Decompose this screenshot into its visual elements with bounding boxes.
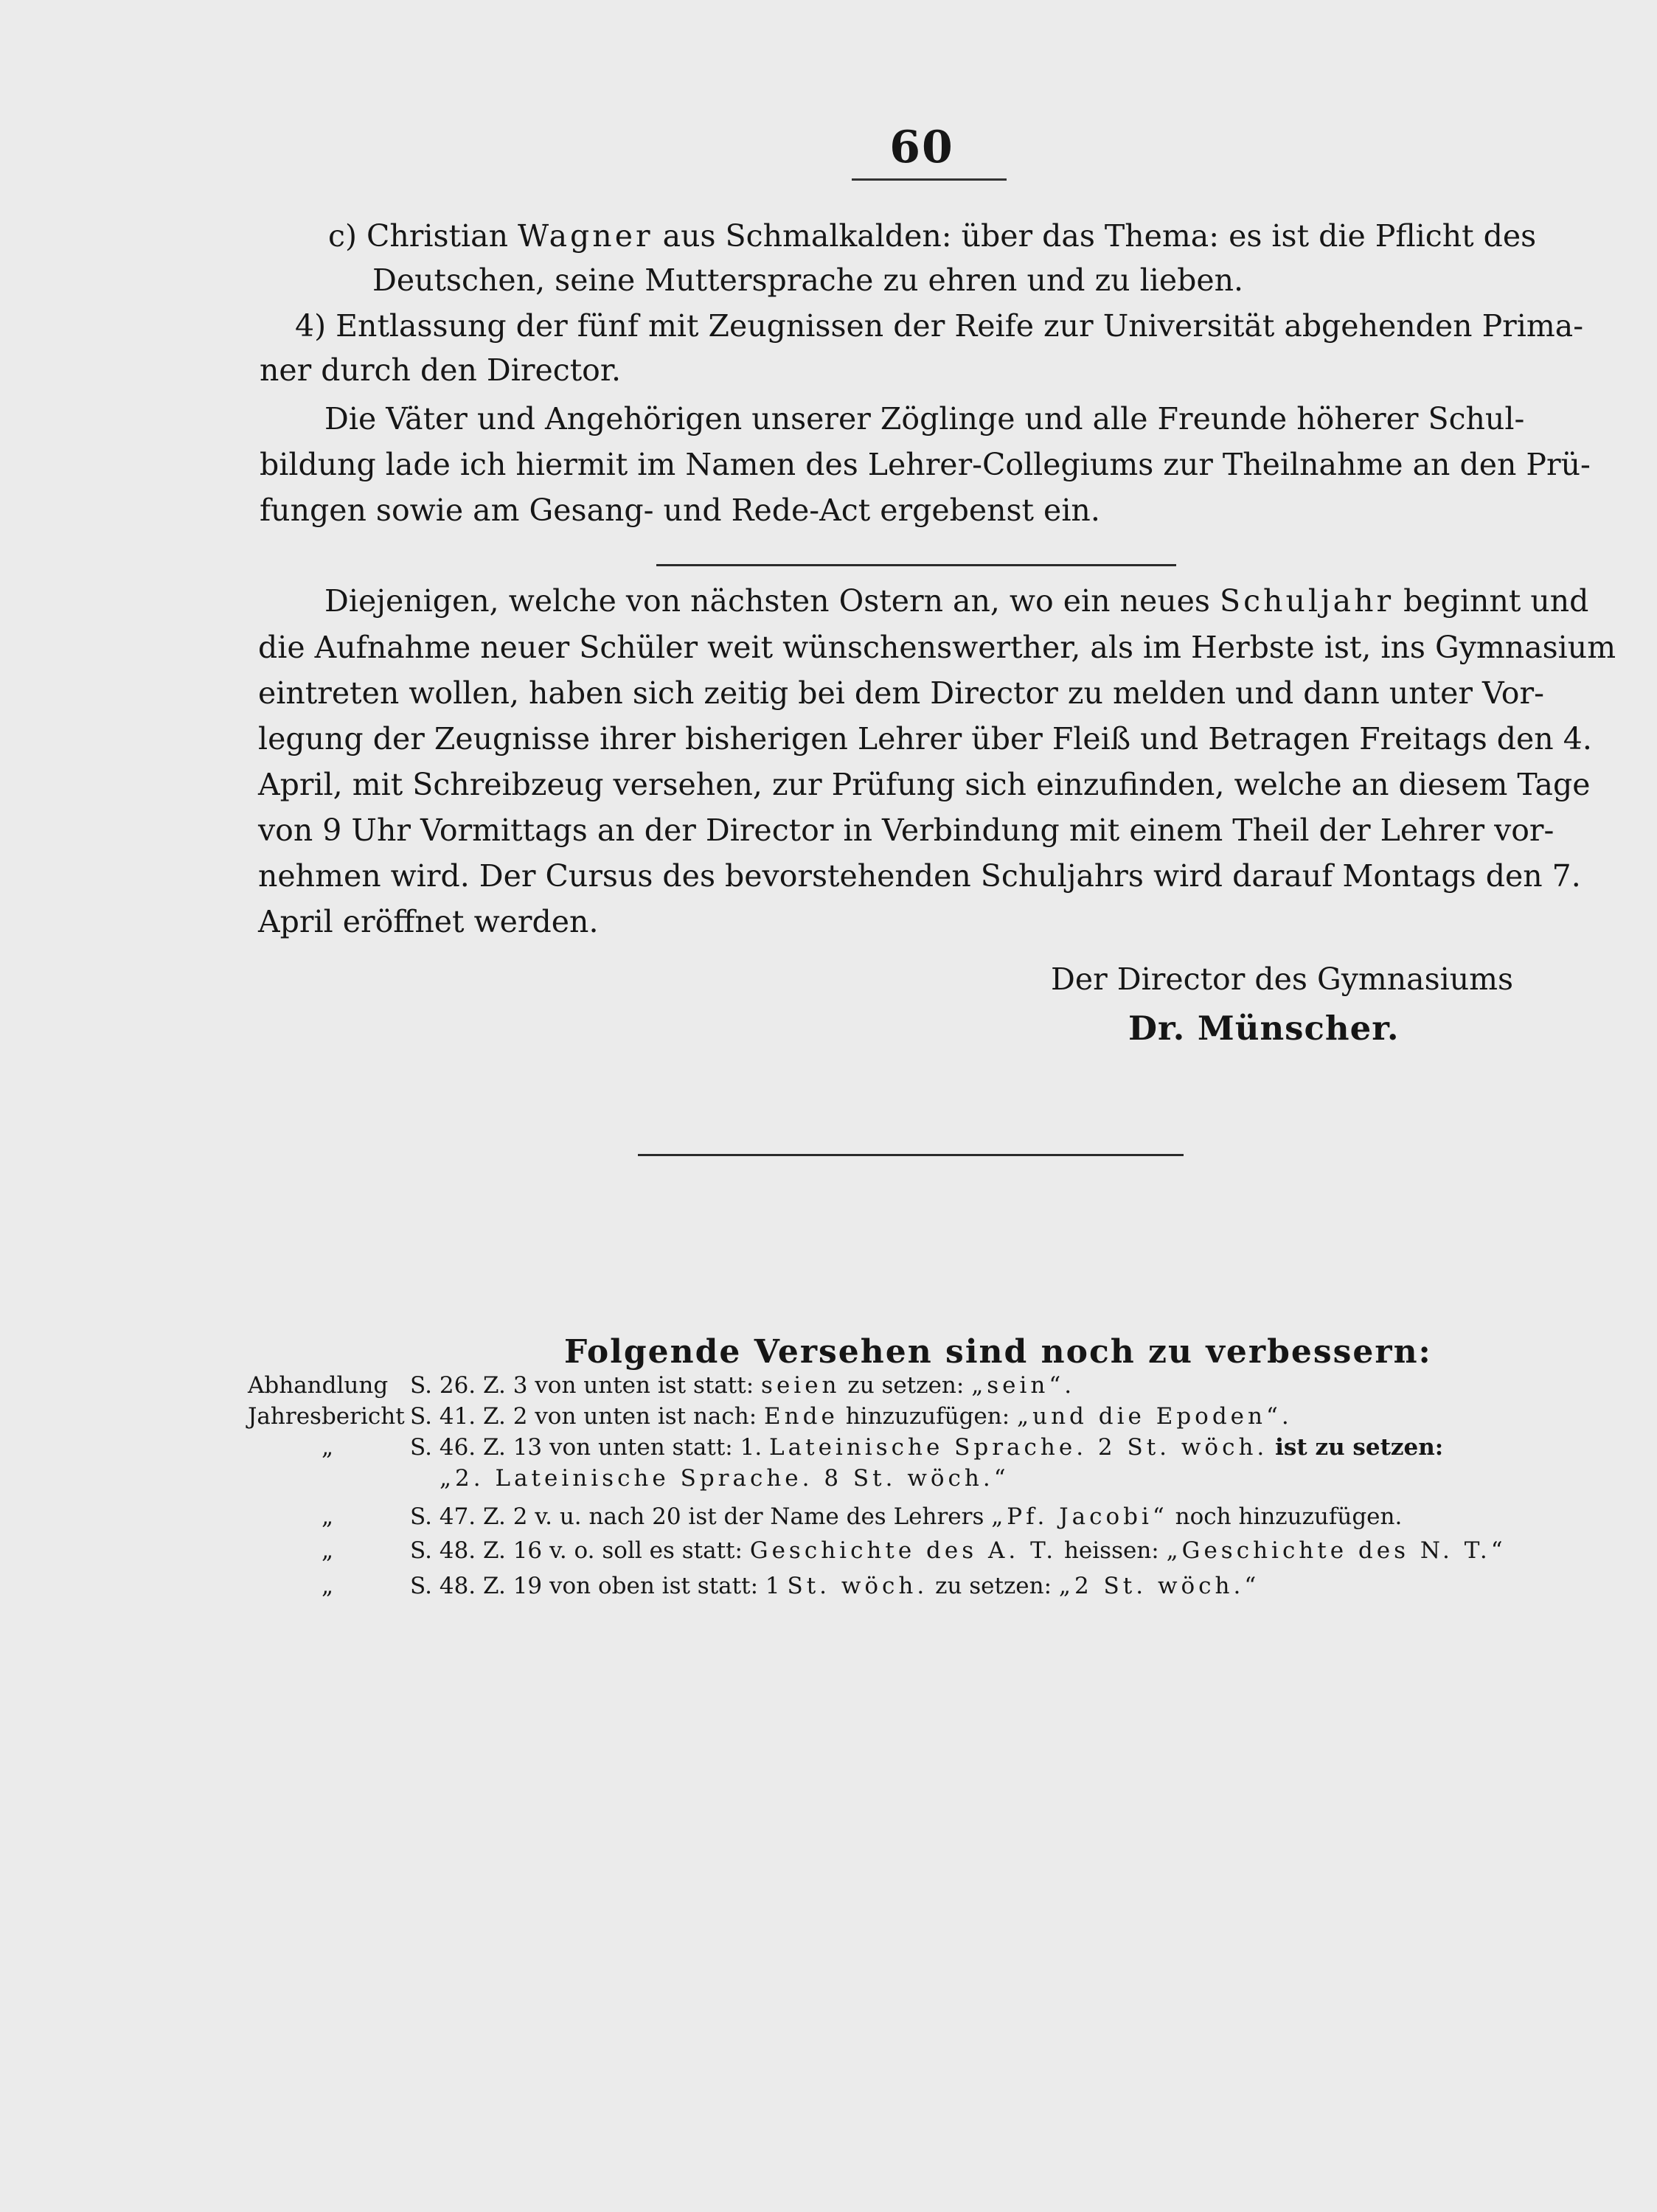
errata-correct-text: „und die Epoden“. [1017,1403,1293,1430]
admission-line-2: die Aufnahme neuer Schüler weit wünschenswerther, als im Herbste ist, ins Gymnasium [258,630,1616,665]
errata-correct-text: „Geschichte des N. T.“ [1166,1537,1507,1564]
errata-wrong-text: Geschichte des A. T. [749,1537,1057,1564]
errata-instruction: noch hinzuzufügen. [1175,1503,1403,1530]
invitation-line-3: fungen sowie am Gesang- und Rede-Act ergebenst ein. [260,493,1100,528]
ditto-mark: „ [322,1537,334,1564]
signature-title: Der Director des Gymnasiums [1051,961,1514,997]
item-4-line-1: 4) Entlassung der fünf mit Zeugnissen der Reife zur Universität abgehenden Prima- [295,308,1584,344]
admission-spaced-word: Schuljahr [1219,583,1394,619]
page-number: 60 [889,122,954,173]
errata-label: Jahresbericht [248,1403,405,1430]
errata-wrong-text: seien [761,1372,841,1399]
item-c-surname: Wagner [518,218,653,254]
section-divider-1 [656,564,1176,566]
errata-correct-text: „2 St. wöch.“ [1058,1573,1260,1599]
errata-instruction: hinzuzufügen: [845,1403,1010,1430]
item-c-label: c) [328,218,357,254]
item-c-name: Christian [367,218,508,254]
errata-reference: S. 47. Z. 2 v. u. nach 20 ist der Name des Lehrers [410,1503,984,1530]
admission-line-1-pre: Diejenigen, welche von nächsten Ostern an, wo ein neues [324,583,1210,619]
errata-reference: S. 48. Z. 19 von oben ist statt: 1 [410,1573,780,1599]
errata-label: Abhandlung [248,1372,389,1399]
errata-correct-text: „Pf. Jacobi“ [991,1503,1168,1530]
admission-line-3: eintreten wollen, haben sich zeitig bei dem Director zu melden und dann unter Vor- [258,675,1544,711]
admission-line-6: von 9 Uhr Vormittags an der Director in Verbindung mit einem Theil der Lehrer vor- [258,813,1554,848]
admission-line-8: April eröffnet werden. [258,904,599,939]
page-number-rule [852,178,1007,181]
admission-line-5: April, mit Schreibzeug versehen, zur Prüfung sich einzufinden, welche an diesem Tage [258,767,1591,802]
admission-line-4: legung der Zeugnisse ihrer bisherigen Lehrer über Fleiß und Betragen Freitags den 4. [258,721,1592,757]
item-c-text: aus Schmalkalden: über das Thema: es ist die Pflicht des [662,218,1537,254]
errata-reference: S. 26. Z. 3 von unten ist statt: [410,1372,754,1399]
invitation-line-1: Die Väter und Angehörigen unserer Zöglinge und alle Freunde höherer Schul- [324,401,1525,437]
invitation-line-2: bildung lade ich hiermit im Namen des Lehrer-Collegiums zur Theilnahme an den Prü- [260,447,1591,482]
item-4-line-2: ner durch den Director. [260,352,621,388]
section-divider-2 [638,1154,1184,1156]
errata-correct-text: „sein“. [971,1372,1076,1399]
item-c-line-1 [328,218,1537,254]
admission-line-1 [324,583,1589,619]
errata-wrong-text: St. wöch. [787,1573,928,1599]
signature-name: Dr. Münscher. [1128,1009,1400,1048]
ditto-mark: „ [322,1503,334,1530]
errata-wrong-text: Ende [764,1403,838,1430]
errata-instruction: ist zu setzen: [1275,1434,1444,1461]
errata-instruction: zu setzen: [847,1372,965,1399]
errata-wrong-text: Lateinische Sprache. 2 St. wöch. [769,1434,1268,1461]
ditto-mark: „ [322,1573,334,1599]
ditto-mark: „ [322,1434,334,1461]
errata-instruction: zu setzen: [935,1573,1052,1599]
admission-line-7: nehmen wird. Der Cursus des bevorstehenden Schuljahrs wird darauf Montags den 7. [258,858,1581,894]
errata-correct-text: „2. Lateinische Sprache. 8 St. wöch.“ [440,1465,1010,1492]
errata-reference: S. 48. Z. 16 v. o. soll es statt: [410,1537,743,1564]
errata-reference: S. 46. Z. 13 von unten statt: 1. [410,1434,763,1461]
errata-reference: S. 41. Z. 2 von unten ist nach: [410,1403,757,1430]
item-c-line-2: Deutschen, seine Muttersprache zu ehren und zu lieben. [372,262,1244,298]
errata-heading: Folgende Versehen sind noch zu verbessern: [564,1333,1432,1371]
errata-instruction: heissen: [1063,1537,1159,1564]
admission-line-1-post: beginnt und [1403,583,1589,619]
